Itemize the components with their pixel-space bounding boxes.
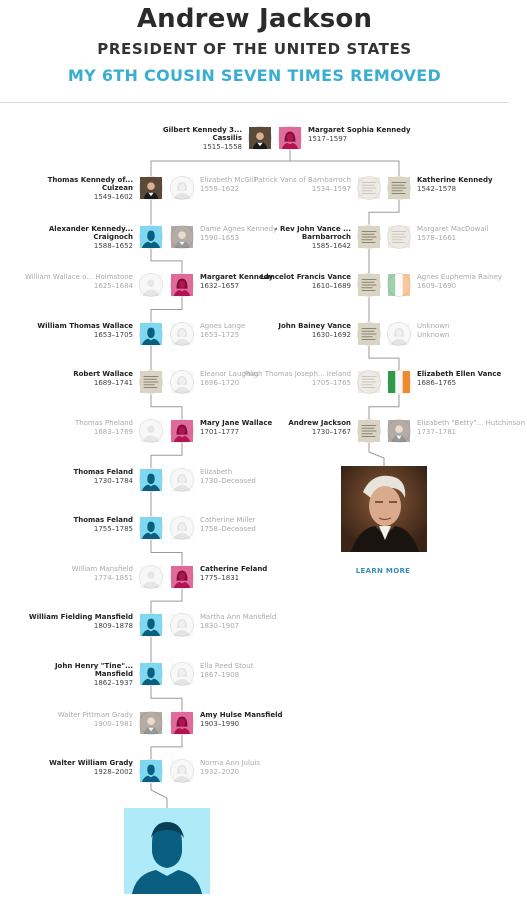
male-icon <box>140 760 162 782</box>
flag-icon <box>388 274 410 296</box>
person-name: Thomas Feland <box>73 467 133 476</box>
page-subtitle: PRESIDENT OF THE UNITED STATES <box>97 40 412 58</box>
person-dates: 1900–1981 <box>93 719 133 728</box>
connector-line <box>151 297 182 322</box>
avatar[interactable] <box>170 662 194 686</box>
avatar[interactable] <box>170 711 194 735</box>
person-name: Andrew Jackson <box>288 419 351 427</box>
person-name: Norma Ann Juluis <box>200 759 260 768</box>
portrait-icon <box>140 177 162 199</box>
person-dates: 1689–1741 <box>93 379 133 388</box>
person-dates: 1653–1725 <box>200 330 240 339</box>
person-dates: 1730–1784 <box>93 476 133 485</box>
avatar[interactable] <box>139 370 163 394</box>
person-label[interactable] <box>23 419 133 436</box>
male-placeholder-icon <box>140 274 162 296</box>
person-label[interactable] <box>23 613 133 630</box>
avatar[interactable] <box>170 516 194 540</box>
avatar[interactable] <box>387 370 411 394</box>
person-label[interactable] <box>23 176 133 201</box>
page-title: Andrew Jackson <box>136 4 373 34</box>
avatar[interactable] <box>387 273 411 297</box>
person-name: Mary Jane Wallace <box>200 419 273 427</box>
female-placeholder-icon <box>171 760 193 782</box>
person-label[interactable] <box>200 516 310 533</box>
avatar[interactable] <box>139 322 163 346</box>
male-icon <box>140 323 162 345</box>
person-dates: 1585–1642 <box>311 241 351 250</box>
person-name: William Fielding Mansfield <box>28 613 133 622</box>
avatar[interactable] <box>139 711 163 735</box>
connector-line <box>151 540 182 565</box>
person-label[interactable] <box>23 711 133 728</box>
person-dates: 1867–1908 <box>200 671 240 679</box>
person-name: Alexander Kennedy... Craignoch <box>48 224 133 241</box>
person-name: William Mansfield <box>71 564 133 573</box>
person-name: Amy Hulse Mansfield <box>200 710 283 719</box>
person-label[interactable] <box>200 662 310 679</box>
female-icon <box>171 712 193 734</box>
person-name: William Thomas Wallace <box>37 321 133 330</box>
avatar[interactable] <box>139 516 163 540</box>
person-name: Patrick Vans of Barnbarroch <box>254 176 351 184</box>
person-label[interactable] <box>241 273 351 290</box>
person-label[interactable] <box>200 468 310 485</box>
male-placeholder-icon <box>140 566 162 588</box>
avatar[interactable] <box>139 759 163 783</box>
person-label[interactable] <box>417 225 527 242</box>
avatar[interactable] <box>357 322 381 346</box>
person-name: Margaret MacDowall <box>417 224 489 233</box>
learn-more-link[interactable]: LEARN MORE <box>355 567 411 575</box>
avatar[interactable] <box>278 126 302 150</box>
person-name: Elizabeth McGill <box>200 176 256 184</box>
person-label[interactable] <box>23 370 133 387</box>
avatar[interactable] <box>170 176 194 200</box>
avatar[interactable] <box>170 565 194 589</box>
person-name: John Bainey Vance <box>278 321 351 330</box>
avatar[interactable] <box>170 419 194 443</box>
person-dates: 1609–1690 <box>417 282 457 291</box>
person-label[interactable] <box>417 322 527 339</box>
person-label[interactable] <box>23 759 133 776</box>
male-icon <box>124 808 210 894</box>
male-icon <box>140 614 162 636</box>
person-dates: 1653–1705 <box>93 330 133 339</box>
person-dates: 1705–1765 <box>311 379 351 388</box>
person-name: Ella Reed Stout <box>200 662 254 670</box>
female-placeholder-icon <box>171 371 193 393</box>
document-icon <box>358 323 380 345</box>
connector-line <box>151 783 167 808</box>
female-placeholder-icon <box>171 469 193 491</box>
person-dates: 1517–1597 <box>308 135 348 143</box>
person-dates: 1588–1652 <box>93 241 133 250</box>
female-placeholder-icon <box>171 177 193 199</box>
person-dates: 1730–1767 <box>311 428 351 436</box>
person-name: Margaret Sophia Kennedy <box>308 126 411 134</box>
person-name: John Henry "Tine"... Mansfield <box>54 662 133 678</box>
connector-line <box>290 161 399 176</box>
avatar[interactable] <box>357 370 381 394</box>
portrait-icon <box>249 127 271 149</box>
person-name: Eleanor Laughlin <box>200 370 259 379</box>
person-label[interactable] <box>417 176 527 193</box>
person-dates: 1696–1720 <box>200 379 240 388</box>
avatar[interactable] <box>170 468 194 492</box>
person-label[interactable] <box>23 516 133 533</box>
person-label[interactable] <box>23 225 133 250</box>
male-icon <box>140 663 162 685</box>
person-name: Thomas Kennedy of... Culzean <box>47 176 133 192</box>
person-label[interactable] <box>241 419 351 436</box>
document-icon <box>388 226 410 248</box>
person-dates: 1683–1769 <box>93 428 133 436</box>
avatar[interactable] <box>139 225 163 249</box>
document-icon <box>388 177 410 199</box>
flag-icon <box>388 371 410 393</box>
document-icon <box>358 226 380 248</box>
person-name: Elizabeth "Betty"... Hutchinson <box>417 419 525 427</box>
person-name: Walter Pittman Grady <box>57 710 133 719</box>
person-name: Agnes Lange <box>200 321 246 330</box>
person-dates: 1559–1622 <box>200 185 240 193</box>
person-name: Gilbert Kennedy 3... Cassilis <box>162 126 242 142</box>
person-label[interactable] <box>23 273 133 290</box>
male-icon <box>140 469 162 491</box>
person-dates: 1903–1990 <box>200 719 240 728</box>
avatar[interactable] <box>357 273 381 297</box>
person-dates: 1862–1937 <box>93 679 133 687</box>
person-name: Elizabeth <box>200 467 233 476</box>
connector-line <box>369 200 399 225</box>
person-dates: 1610–1689 <box>311 282 351 291</box>
male-icon <box>140 517 162 539</box>
male-icon <box>140 226 162 248</box>
female-placeholder-icon <box>171 614 193 636</box>
avatar[interactable] <box>170 370 194 394</box>
relationship-label: MY 6TH COUSIN SEVEN TIMES REMOVED <box>67 66 442 85</box>
person-dates: 1737–1781 <box>417 428 457 436</box>
avatar[interactable] <box>139 419 163 443</box>
person-name: Agnes Euphemia Rainey <box>417 273 503 282</box>
connector-line <box>151 735 182 760</box>
person-dates: 1542–1578 <box>417 185 457 193</box>
document-icon <box>358 420 380 442</box>
document-icon <box>140 371 162 393</box>
male-placeholder-icon <box>140 420 162 442</box>
female-placeholder-icon <box>171 663 193 685</box>
person-dates: 1928–2002 <box>93 768 133 777</box>
document-icon <box>358 177 380 199</box>
avatar[interactable] <box>387 225 411 249</box>
person-dates: 1830–1907 <box>200 622 240 631</box>
person-label[interactable] <box>23 662 133 687</box>
connector-line <box>369 394 399 419</box>
person-name: Martha Ann Mansfield <box>200 613 277 622</box>
person-dates: 1534–1597 <box>311 185 351 193</box>
person-dates: 1578–1661 <box>417 233 457 242</box>
person-name: Thomas Feland <box>73 516 133 525</box>
person-dates: Unknown <box>417 330 450 339</box>
person-label[interactable] <box>241 176 351 193</box>
person-dates: 1755–1785 <box>93 525 133 534</box>
person-dates: 1625–1684 <box>93 282 133 291</box>
person-label[interactable] <box>417 273 527 290</box>
person-label[interactable] <box>200 613 310 630</box>
avatar[interactable] <box>387 419 411 443</box>
person-label[interactable] <box>132 126 242 151</box>
avatar[interactable] <box>170 322 194 346</box>
female-icon <box>279 127 301 149</box>
document-icon <box>358 371 380 393</box>
person-label[interactable] <box>241 225 351 250</box>
person-dates: 1630–1692 <box>311 330 351 339</box>
person-dates: 1932–2020 <box>200 768 240 777</box>
person-name: Catherine Miller <box>200 516 256 525</box>
connector-line <box>151 249 182 274</box>
person-label[interactable] <box>200 759 310 776</box>
person-dates: 1758–Deceased <box>200 525 256 534</box>
me-avatar[interactable] <box>124 808 210 894</box>
avatar[interactable] <box>170 759 194 783</box>
avatar[interactable] <box>248 126 272 150</box>
person-name: Dame Agnes Kennedy <box>200 224 278 233</box>
avatar[interactable] <box>139 613 163 637</box>
andrew-jackson-portrait[interactable] <box>341 466 427 552</box>
female-placeholder-icon <box>171 517 193 539</box>
portrait-icon <box>171 226 193 248</box>
document-icon <box>358 274 380 296</box>
person-label[interactable] <box>417 419 527 436</box>
person-dates: 1775–1831 <box>200 573 240 582</box>
female-icon <box>171 566 193 588</box>
female-placeholder-icon <box>388 323 410 345</box>
person-name: Katherine Kennedy <box>417 176 493 184</box>
person-label[interactable] <box>308 126 418 143</box>
person-dates: 1809–1878 <box>93 622 133 631</box>
person-label[interactable] <box>241 370 351 387</box>
connector-line <box>369 346 399 371</box>
person-name: William Wallace o... Holmstone <box>25 273 133 282</box>
person-dates: 1549–1602 <box>93 193 133 201</box>
connector-line <box>151 394 182 419</box>
avatar[interactable] <box>139 273 163 297</box>
avatar[interactable] <box>139 565 163 589</box>
portrait-icon <box>341 466 427 552</box>
person-name: Catherine Feland <box>200 564 268 573</box>
connector-line <box>151 150 290 176</box>
person-dates: 1701–1777 <box>200 428 240 436</box>
person-name: - Rev John Vance ... Barnbarroch <box>274 224 351 241</box>
person-name: Unknown <box>417 321 450 330</box>
avatar[interactable] <box>357 419 381 443</box>
female-icon <box>171 274 193 296</box>
person-dates: 1686–1765 <box>417 379 457 388</box>
person-name: Thomas Pheland <box>74 419 133 427</box>
female-icon <box>171 420 193 442</box>
female-placeholder-icon <box>171 323 193 345</box>
person-dates: 1590–1653 <box>200 233 240 242</box>
header-divider <box>0 102 509 103</box>
portrait-icon <box>140 712 162 734</box>
connector-line <box>369 443 384 466</box>
avatar[interactable] <box>139 468 163 492</box>
avatar[interactable] <box>139 662 163 686</box>
person-label[interactable] <box>23 565 133 582</box>
avatar[interactable] <box>170 225 194 249</box>
avatar[interactable] <box>357 225 381 249</box>
person-label[interactable] <box>200 711 310 728</box>
portrait-icon <box>388 420 410 442</box>
person-dates: 1515–1558 <box>202 143 242 151</box>
person-label[interactable] <box>417 370 527 387</box>
person-name: Lancelot Francis Vance <box>260 273 351 282</box>
avatar[interactable] <box>387 322 411 346</box>
avatar[interactable] <box>357 176 381 200</box>
avatar[interactable] <box>387 176 411 200</box>
connector-line <box>151 686 182 711</box>
avatar[interactable] <box>139 176 163 200</box>
person-dates: 1730–Deceased <box>200 476 256 485</box>
person-name: Walter William Grady <box>49 759 133 768</box>
person-label[interactable] <box>241 322 351 339</box>
connector-line <box>151 443 182 468</box>
person-label[interactable] <box>23 468 133 485</box>
person-label[interactable] <box>23 322 133 339</box>
avatar[interactable] <box>170 273 194 297</box>
person-name: Elizabeth Ellen Vance <box>417 370 502 379</box>
connector-line <box>151 589 182 614</box>
person-label[interactable] <box>200 565 310 582</box>
person-dates: 1774–1851 <box>93 573 133 582</box>
person-name: Robert Wallace <box>73 370 133 379</box>
person-name: Hugh Thomas Joseph... Ireland <box>243 370 351 379</box>
person-dates: 1632–1657 <box>200 282 240 291</box>
avatar[interactable] <box>170 613 194 637</box>
person-name: Margaret Kennedy <box>200 273 274 282</box>
